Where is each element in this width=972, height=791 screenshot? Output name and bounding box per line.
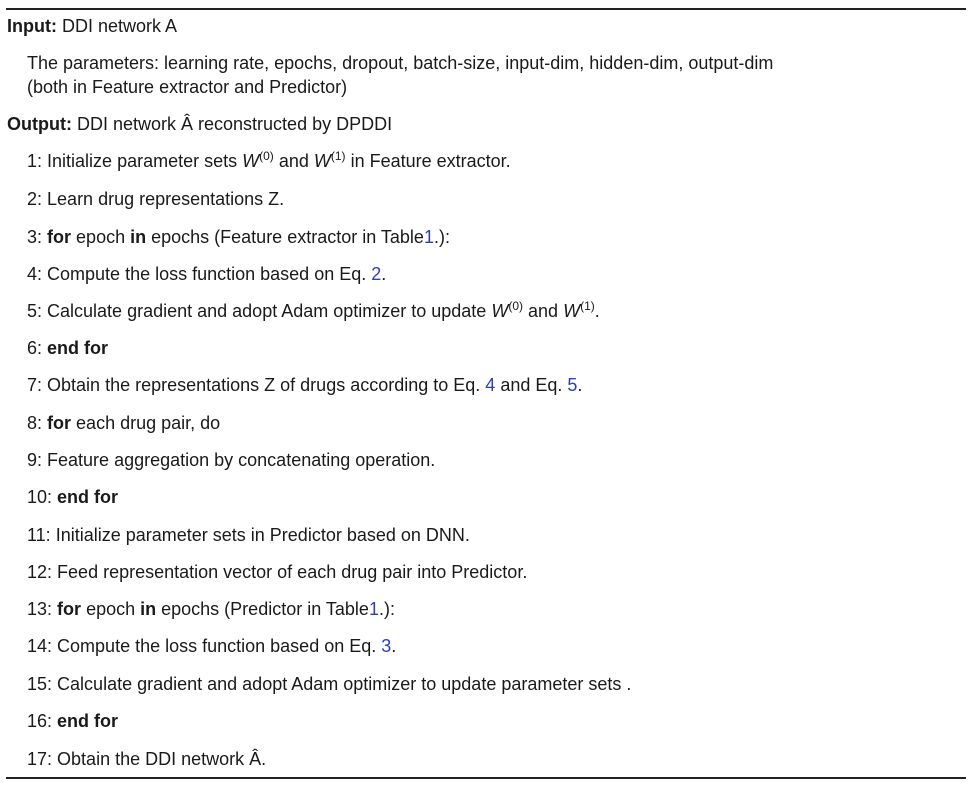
step-text: epochs (Predictor in Table (161, 599, 369, 619)
input-label: Input: (7, 16, 57, 36)
step-text: . (381, 264, 387, 284)
step-number: 15: (27, 674, 53, 694)
keyword-in: in (130, 227, 147, 247)
step-text: epochs (Feature extractor in Table (151, 227, 424, 247)
step-10 (27, 486, 118, 508)
equation-ref-link[interactable]: 2 (371, 264, 382, 284)
input-line (7, 15, 177, 37)
keyword-end-for: end for (57, 711, 119, 731)
step-15 (27, 673, 631, 695)
table-ref-link[interactable]: 1 (368, 599, 379, 619)
step-text: Compute the loss function based on Eq. (57, 636, 377, 656)
output-label: Output: (7, 114, 72, 134)
step-text: epoch (76, 227, 126, 247)
step-text: Learn drug representations Z. (47, 189, 285, 209)
keyword-in: in (140, 599, 157, 619)
step-number: 6: (27, 338, 43, 358)
output-text: DDI network Â reconstructed by DPDDI (76, 114, 393, 134)
params-line-2: (both in Feature extractor and Predictor) (27, 77, 348, 97)
equation-ref-link[interactable]: 5 (567, 375, 578, 395)
step-number: 1: (27, 151, 43, 171)
table-ref-link[interactable]: 1 (423, 227, 434, 247)
step-2 (27, 188, 284, 210)
step-number: 4: (27, 264, 43, 284)
step-number: 5: (27, 301, 43, 321)
step-text: Compute the loss function based on Eq. (47, 264, 367, 284)
step-number: 8: (27, 413, 43, 433)
params-line-1: The parameters: learning rate, epochs, dropout, batch-size, input-dim, hidden-dim, output-dim (27, 53, 774, 73)
step-14 (27, 635, 396, 657)
step-9 (27, 449, 435, 471)
step-text: in Feature extractor. (350, 151, 511, 171)
step-text: each drug pair, do (76, 413, 221, 433)
step-number: 16: (27, 711, 53, 731)
var-w: W (563, 301, 581, 321)
step-number: 13: (27, 599, 53, 619)
step-13 (27, 598, 395, 620)
step-3 (27, 226, 450, 248)
superscript: (0) (259, 149, 274, 163)
step-text: Obtain the representations Z of drugs according to Eq. (47, 375, 481, 395)
step-7 (27, 374, 582, 396)
bottom-rule (6, 777, 966, 779)
var-w: W (313, 151, 331, 171)
step-number: 9: (27, 450, 43, 470)
step-text: .): (433, 227, 450, 247)
step-text: and Eq. (500, 375, 563, 395)
keyword-for: for (57, 599, 82, 619)
top-rule (6, 8, 966, 10)
step-number: 11: (27, 525, 51, 545)
step-text: . (391, 636, 397, 656)
step-text: . (577, 375, 583, 395)
step-text: Feature aggregation by concatenating operation. (47, 450, 436, 470)
step-text: and (528, 301, 559, 321)
step-text: Obtain the DDI network Â. (57, 749, 267, 769)
step-12 (27, 561, 527, 583)
step-text: and (278, 151, 309, 171)
step-text: Initialize parameter sets in Predictor based on DNN. (55, 525, 470, 545)
keyword-end-for: end for (47, 338, 109, 358)
step-number: 14: (27, 636, 53, 656)
keyword-for: for (47, 413, 72, 433)
step-number: 10: (27, 487, 53, 507)
step-number: 2: (27, 189, 43, 209)
step-text: epoch (86, 599, 136, 619)
step-text: Calculate gradient and adopt Adam optimizer to update parameter sets . (57, 674, 632, 694)
keyword-for: for (47, 227, 72, 247)
step-text: .): (378, 599, 395, 619)
superscript: (1) (580, 299, 595, 313)
step-number: 3: (27, 227, 43, 247)
input-text: DDI network A (62, 16, 178, 36)
step-number: 7: (27, 375, 43, 395)
step-6 (27, 337, 108, 359)
step-17 (27, 748, 266, 770)
var-w: W (242, 151, 260, 171)
step-1 (27, 150, 511, 172)
step-text: Calculate gradient and adopt Adam optimizer to update (47, 301, 487, 321)
step-8 (27, 412, 220, 434)
step-11 (27, 524, 470, 546)
step-number: 12: (27, 562, 53, 582)
superscript: (0) (508, 299, 524, 313)
step-text: Feed representation vector of each drug pair into Predictor. (57, 562, 528, 582)
step-4 (27, 263, 386, 285)
step-text: . (594, 301, 600, 321)
superscript: (1) (330, 149, 346, 163)
step-text: Initialize parameter sets (47, 151, 238, 171)
step-number: 17: (27, 749, 53, 769)
var-w: W (491, 301, 509, 321)
keyword-end-for: end for (57, 487, 119, 507)
equation-ref-link[interactable]: 4 (485, 375, 496, 395)
equation-ref-link[interactable]: 3 (381, 636, 392, 656)
step-5 (27, 300, 600, 322)
step-16 (27, 710, 118, 732)
output-line (7, 113, 392, 135)
